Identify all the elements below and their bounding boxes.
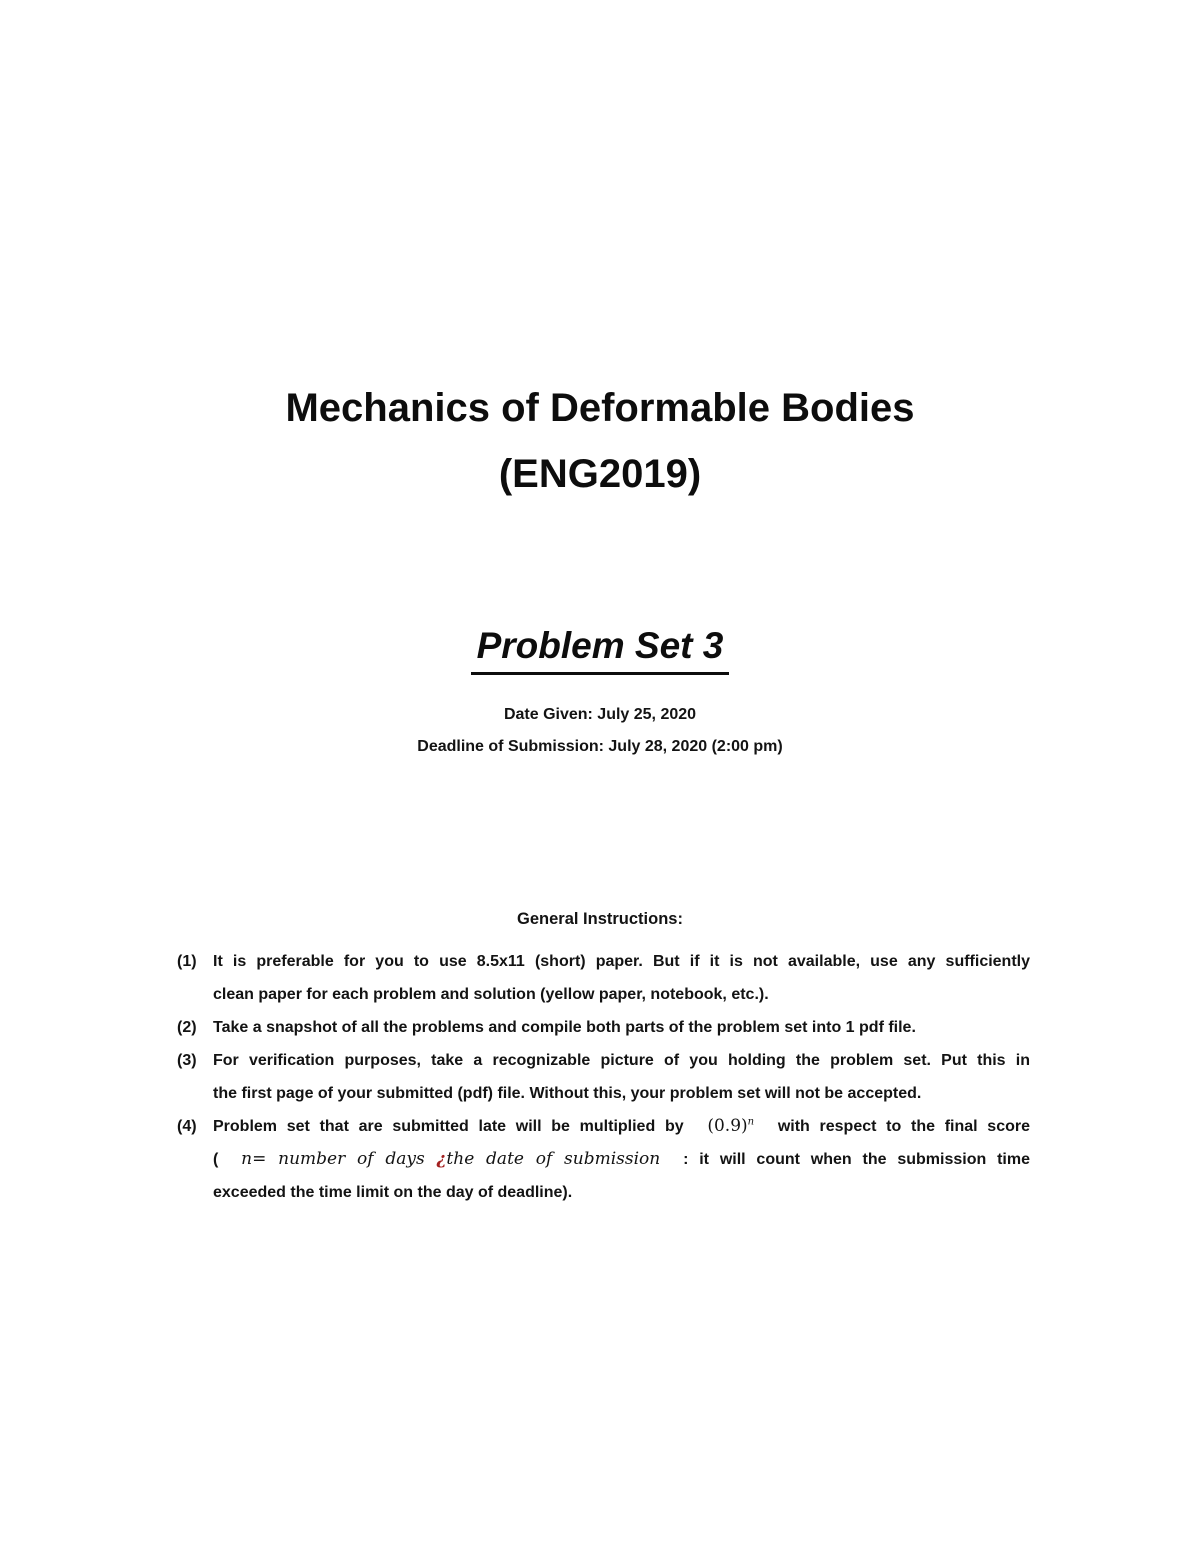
problem-set-heading: Problem Set 3: [471, 625, 730, 675]
date-given: Date Given: July 25, 2020: [503, 706, 697, 723]
math-text: the date of submission: [446, 1149, 661, 1169]
math-text: n= number of days: [241, 1149, 437, 1169]
item-text-segment: with respect to the final score: [777, 1118, 1030, 1135]
problem-set-heading-wrap: [0, 625, 1200, 675]
deadline-of-submission: Deadline of Submission: July 28, 2020 (2:00 pm): [417, 738, 783, 755]
item-number: (4): [177, 1118, 197, 1135]
item-text-line: exceeded the time limit on the day of deadline).: [213, 1184, 573, 1201]
late-penalty-formula: [707, 1116, 754, 1136]
formula-base: (0.9): [707, 1116, 748, 1136]
item-body: [213, 945, 1030, 1011]
list-item-1: [177, 945, 1030, 1011]
item-text-line: For verification purposes, take a recognizable picture of you holding the problem set. Put this in: [213, 1052, 1030, 1069]
course-title: [0, 375, 1200, 507]
item-number: (2): [177, 1019, 197, 1036]
item-body: [213, 1044, 1030, 1110]
general-instructions-heading: General Instructions:: [517, 910, 683, 928]
list-item-4: [177, 1110, 1030, 1209]
item-text-segment: Problem set that are submitted late will be multiplied by: [213, 1118, 684, 1135]
formula-exponent: n: [747, 1116, 755, 1128]
item-text-line: Take a snapshot of all the problems and compile both parts of the problem set into 1 pdf file.: [213, 1019, 916, 1036]
list-item-2: [177, 1011, 1030, 1044]
item-text-line: [213, 1110, 1030, 1143]
item-text-segment: : it will count when the submission time: [683, 1151, 1030, 1168]
date-block: [0, 699, 1200, 763]
item-text-line: the first page of your submitted (pdf) file. Without this, your problem set will not be accepted.: [213, 1085, 922, 1102]
item-number: (3): [177, 1052, 197, 1069]
item-body: [213, 1011, 1030, 1044]
paren-open: (: [213, 1151, 219, 1168]
course-code: (ENG2019): [498, 452, 702, 496]
n-definition-formula: [241, 1149, 660, 1169]
item-number: (1): [177, 953, 197, 970]
inverted-question-mark: ¿: [436, 1149, 447, 1169]
item-text-line: [213, 1143, 1030, 1176]
item-body: [213, 1110, 1030, 1209]
list-item-3: [177, 1044, 1030, 1110]
item-text-line: clean paper for each problem and solution (yellow paper, notebook, etc.).: [213, 986, 769, 1003]
course-title-line1: Mechanics of Deformable Bodies: [285, 386, 915, 430]
instructions-list: [177, 945, 1030, 1209]
item-text-line: It is preferable for you to use 8.5x11 (short) paper. But if it is not available, use any sufficiently: [213, 953, 1030, 970]
